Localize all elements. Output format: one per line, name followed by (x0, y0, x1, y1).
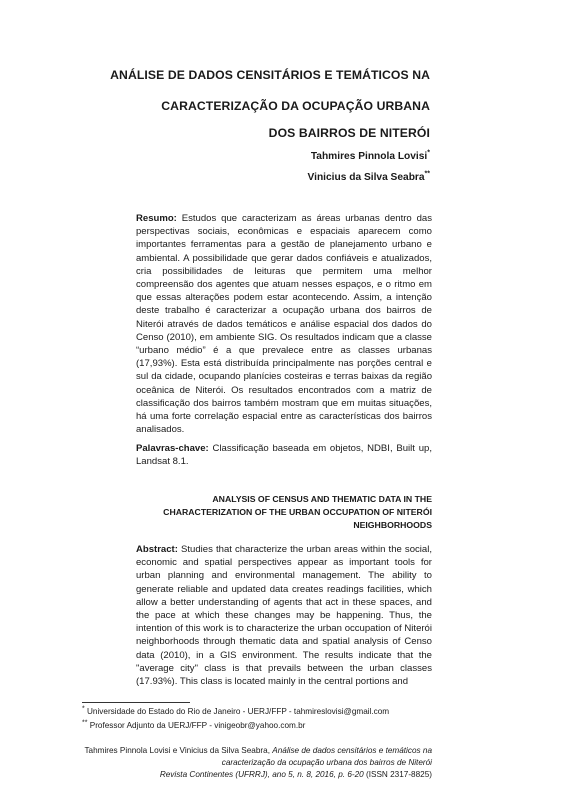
title-en-line-1: ANALYSIS OF CENSUS AND THEMATIC DATA IN THE (212, 494, 432, 504)
footer-article-title-a: Análise de dados censitários e temáticos na (272, 746, 432, 755)
footnote-2-mark: ** (82, 719, 88, 727)
abstract-pt-label: Resumo: (136, 213, 177, 224)
keywords-pt-label: Palavras-chave: (136, 443, 209, 454)
footnote-2-text: Professor Adjunto da UERJ/FFP - vinigeobr@yahoo.com.br (87, 721, 306, 730)
footer-article-title-b: caracterização da ocupação urbana dos bairros de Niterói (221, 758, 432, 767)
abstract-en-label: Abstract: (136, 544, 178, 555)
title-line-3: DOS BAIRROS DE NITERÓI (268, 126, 430, 140)
author-2-mark: ** (424, 170, 430, 178)
footer-issn: (ISSN 2317-8825) (363, 770, 432, 779)
keywords-pt-text: Classificação baseada em objetos, NDBI, Built up, Landsat 8.1. (136, 443, 432, 468)
author-2 (308, 172, 430, 183)
author-1 (311, 151, 430, 162)
abstract-pt-text: Estudos que caracterizam as áreas urbanas dentro das perspectivas sociais, econômicas e espaciais aparecem como importantes ferramentas para a gestão de planejamento urbano e ambiental. A possibilidade que gerar dados confiáveis e atualizados, cria possibilidades de leituras que permitem uma melhor compreensão dos agentes que atuam nesses espaços, e o ritmo em que essas alterações podem estar acontecendo. Assim, a intenção deste trabalho é caracterizar a ocupação urbana dos bairros de Niterói através de dados temáticos e análise espacial dos dados do Censo (2010), em ambiente SIG. Os resultados indicam que a classe “urbano médio” é a que prevalece entre as classes urbanas (17,93%). Esta está distribuída principalmente nas porções central e sul da cidade, ocupando planícies costeiras e terras baixas da região oceânica de Niterói. Os resultados encontrados com a matriz de classificação dos bairros também mostram que em muitas situações, há uma forte correlação espacial entre as características dos bairros analisados. (136, 213, 432, 436)
title-line-1: ANÁLISE DE DADOS CENSITÁRIOS E TEMÁTICOS NA (110, 68, 430, 82)
footnote-1-text: Universidade do Estado do Rio de Janeiro - UERJ/FFP - tahmireslovisi@gmail.com (84, 707, 390, 716)
footnote-2 (82, 721, 305, 730)
keywords-pt (136, 442, 432, 468)
footnote-divider (82, 702, 190, 703)
abstract-en-text: Studies that characterize the urban areas within the social, economic and spatial perspectives appear as important tools for urban planning and environmental management. The ability to generate reliable and updated data creates readings facilities, which allow a better understanding of agents that act in these spaces, and the pace at which these changes may be happening. Thus, the intention of this work is to characterize the urban occupation of Niterói neighborhoods through thematic data and spatial analysis of Censo data (2010), in a GIS environment. The results indicate that the "average city" class is that prevails between the urban classes (17.93%). This class is located mainly in the central portions and (136, 544, 432, 688)
author-1-name: Tahmires Pinnola Lovisi (310, 151, 428, 162)
footnote-1-mark: * (82, 705, 85, 713)
abstract-en (136, 543, 432, 688)
author-2-name: Vinicius da Silva Seabra (307, 172, 425, 183)
title-en (136, 493, 432, 532)
title-en-line-2: CHARACTERIZATION OF THE URBAN OCCUPATION OF NITERÓI (163, 507, 432, 517)
footer-authors: Tahmires Pinnola Lovisi e Vinicius da Silva Seabra, (84, 746, 273, 755)
page-footer (82, 745, 432, 781)
footer-journal: Revista Continentes (UFRRJ), ano 5, n. 8, 2016, p. 6-20 (159, 770, 364, 779)
title-en-line-3: NEIGHBORHOODS (353, 520, 432, 530)
footnote-1 (82, 707, 389, 716)
author-1-mark: * (427, 149, 430, 157)
abstract-pt (136, 212, 432, 436)
title-line-2: CARACTERIZAÇÃO DA OCUPAÇÃO URBANA (161, 99, 430, 113)
